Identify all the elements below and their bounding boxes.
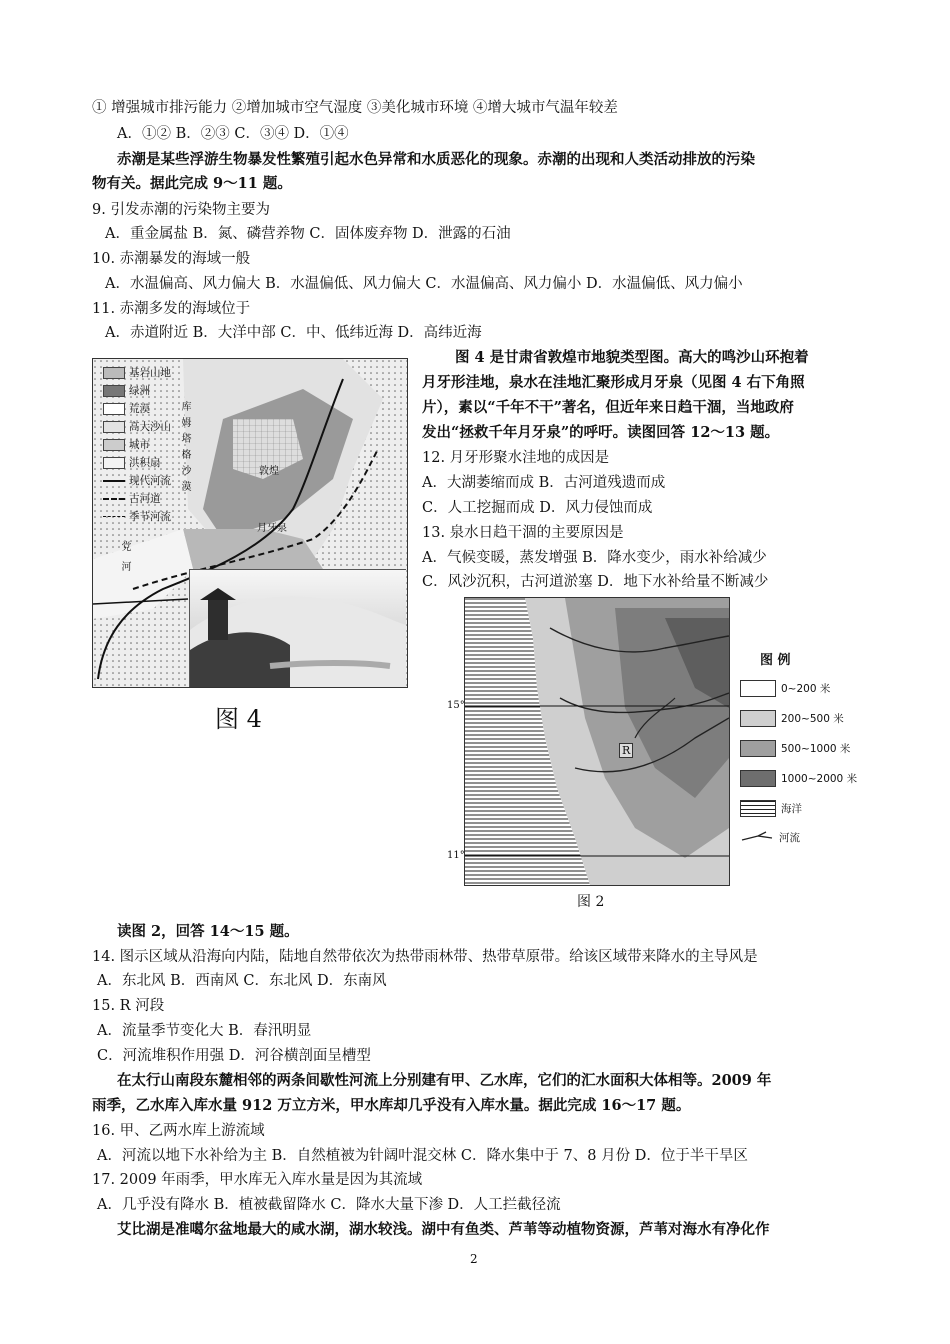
intro-12-13-line4: 发出“拯救千年月牙泉”的呼吁。读图回答 12～13 题。 <box>422 424 780 441</box>
q17-stem: 17. 2009 年雨季，甲水库无入库水量是因为其流域 <box>92 1172 423 1188</box>
label-dang-river: 党河 <box>119 541 130 581</box>
intro-12-13-line1: 图 4 是甘肃省敦煌市地貌类型图。高大的鸣沙山环抱着 <box>455 349 809 366</box>
intro-9-11-line2: 物有关。据此完成 9～11 题。 <box>92 175 292 192</box>
intro-16-17-line2: 雨季，乙水库入库水量 912 万立方米，甲水库却几乎没有入库水量。据此完成 16～17 题。 <box>92 1097 691 1114</box>
q15-options-1: A．流量季节变化大 B．春汛明显 <box>97 1023 312 1039</box>
q13-stem: 13. 泉水日趋干涸的主要原因是 <box>422 525 624 541</box>
line-answers-8: A．①② B．②③ C．③④ D．①④ <box>117 126 349 142</box>
q12-options-1: A．大湖萎缩而成 B．古河道残遗而成 <box>422 475 666 491</box>
page-number: 2 <box>470 1252 478 1266</box>
legend-oasis: 绿洲 <box>103 383 150 398</box>
q12-options-2: C．人工挖掘而成 D．风力侵蚀而成 <box>422 500 653 516</box>
q10-options: A．水温偏高、风力偏大 B．水温偏低、风力偏大 C．水温偏高、风力偏小 D．水温偏低、风力偏小 <box>105 276 743 292</box>
figure-2-map <box>464 597 730 886</box>
photo-graphic <box>190 570 406 687</box>
intro-12-13-line3: 片），素以“千年不干”著名，但近年来日趋干涸，当地政府 <box>422 399 794 416</box>
figure-2-caption: 图 2 <box>577 894 605 910</box>
intro-16-17-line1: 在太行山南段东麓相邻的两条间歇性河流上分别建有甲、乙水库，它们的汇水面积大体相等。2009 年 <box>117 1072 772 1089</box>
legend-dune: 高大沙山 <box>103 419 171 434</box>
q11-options: A．赤道附近 B．大洋中部 C．中、低纬近海 D．高纬近海 <box>105 325 482 341</box>
q15-options-2: C．河流堆积作用强 D．河谷横剖面呈槽型 <box>97 1048 371 1064</box>
q9-stem: 9. 引发赤潮的污染物主要为 <box>92 202 270 218</box>
q17-options: A．几乎没有降水 B．植被截留降水 C．降水大量下渗 D．人工拦截径流 <box>97 1197 561 1213</box>
fig2-legend-200-500: 200~500 米 <box>740 710 844 727</box>
legend-city: 城市 <box>103 437 150 452</box>
q16-stem: 16. 甲、乙两水库上游流域 <box>92 1123 265 1139</box>
legend-modern-river: 现代河流 <box>103 473 171 488</box>
q15-stem: 15. R 河段 <box>92 998 165 1014</box>
q16-options: A．河流以地下水补给为主 B．自然植被为针阔叶混交林 C．降水集中于 7、8 月份 D．位于半干旱区 <box>97 1148 748 1164</box>
lat-15: 15° <box>447 700 465 711</box>
fig2-legend-title: 图 例 <box>760 653 791 668</box>
q13-options-1: A．气候变暖，蒸发增强 B．降水变少，雨水补给减少 <box>422 550 767 566</box>
figure-4-map <box>92 358 408 688</box>
legend-seasonal-river: 季节河流 <box>103 509 171 524</box>
intro-12-13-line2: 月牙形洼地，泉水在洼地汇聚形成月牙泉（见图 4 右下角照 <box>422 374 805 391</box>
q13-options-2: C．风沙沉积，古河道淤塞 D．地下水补给量不断减少 <box>422 574 769 590</box>
figure-4-caption: 图 4 <box>215 705 262 733</box>
legend-bedrock: 基岩山地 <box>103 365 171 380</box>
fig2-legend-0-200: 0~200 米 <box>740 680 830 697</box>
fig2-legend-500-1000: 500~1000 米 <box>740 740 850 757</box>
fig2-legend-river: 河流 <box>740 830 800 845</box>
intro-14-15: 读图 2，回答 14～15 题。 <box>117 923 299 940</box>
label-r-river: R <box>619 743 633 758</box>
lat-11: 11° <box>447 850 465 861</box>
fig2-legend-1000-2000: 1000~2000 米 <box>740 770 857 787</box>
yueya-spring-photo <box>189 569 406 687</box>
intro-9-11-line1: 赤潮是某些浮游生物暴发性繁殖引起水色异常和水质恶化的现象。赤潮的出现和人类活动排放的污染 <box>117 151 755 168</box>
intro-ebinur-lake: 艾比湖是准噶尔盆地最大的咸水湖，湖水较浅。湖中有鱼类、芦苇等动植物资源，芦苇对海水有净化作 <box>117 1221 770 1238</box>
q14-options: A．东北风 B．西南风 C．东北风 D．东南风 <box>97 973 387 989</box>
label-kumtag-desert: 库姆塔格沙漠 <box>179 401 190 497</box>
label-yueya-spring: 月牙泉 <box>257 523 287 534</box>
figure-2-graphic <box>465 598 729 885</box>
river-symbol-icon <box>740 830 774 845</box>
label-dunhuang: 敦煌 <box>259 466 279 477</box>
q12-stem: 12. 月牙形聚水洼地的成因是 <box>422 450 610 466</box>
q10-stem: 10. 赤潮暴发的海域一般 <box>92 251 251 267</box>
q11-stem: 11. 赤潮多发的海域位于 <box>92 301 251 317</box>
q14-stem: 14. 图示区域从沿海向内陆，陆地自然带依次为热带雨林带、热带草原带。给该区域带来降水的主导风是 <box>92 949 758 965</box>
fig2-legend-ocean: 海洋 <box>740 800 802 817</box>
legend-alluvial-fan: 洪积扇 <box>103 455 161 470</box>
legend-ancient-channel: 古河道 <box>103 491 161 506</box>
legend-desert: 荒漠 <box>103 401 150 416</box>
q9-options: A．重金属盐 B．氮、磷营养物 C．固体废弃物 D．泄露的石油 <box>105 226 511 242</box>
line-options-8: ① 增强城市排污能力 ②增加城市空气湿度 ③美化城市环境 ④增大城市气温年较差 <box>92 100 618 116</box>
